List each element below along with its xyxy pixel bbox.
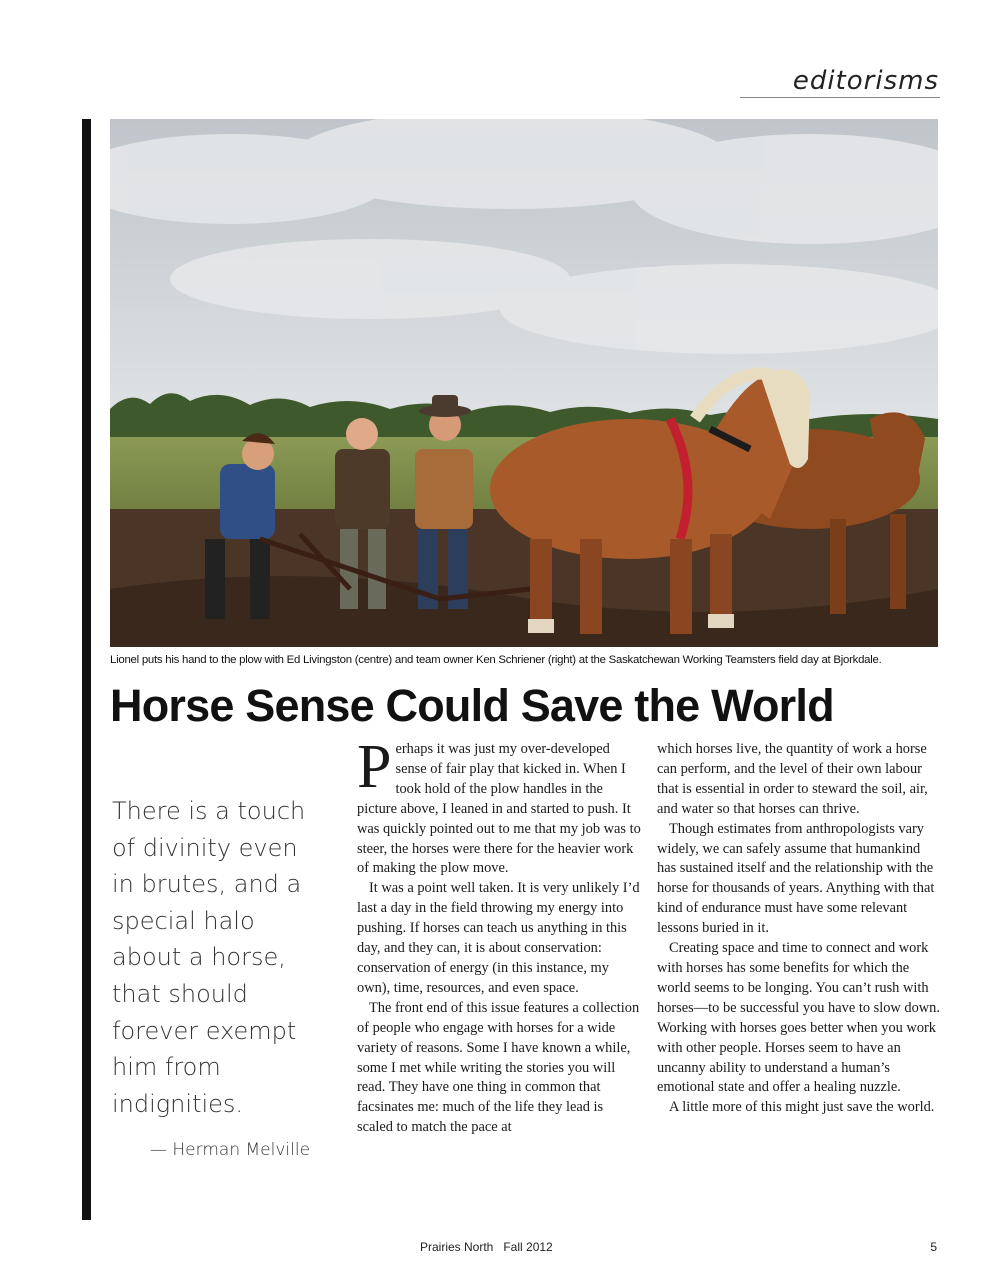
footer-magazine: Prairies North Fall 2012 — [420, 1240, 553, 1254]
article-column-1 — [357, 733, 641, 1138]
page-number: 5 — [930, 1240, 937, 1254]
section-tag: editorisms — [792, 66, 939, 96]
paragraph: The front end of this issue features a collection of people who engage with horses for a wide variety of reasons. Some I have known a while, some I met while writing the stories you will read. They have one thing in common that facsinates me: much of the life they lead is scaled to match the pace at — [357, 999, 640, 1136]
paragraph-text: erhaps it was just my over-developed sense of fair play that kicked in. When I took hold of the plow handles in the picture above, I leaned in and started to push. It was quickly pointed out to me that my job was to steer, the horses were there for the heavier work of making the plow move. — [357, 741, 641, 877]
paragraph: It was a point well taken. It is very unlikely I’d last a day in the field throwing my energy into pushing. If horses can teach us anything in this day, and they can, it is about conservation: conservation of energy (in this instance, my own), time, resources, and even space. — [357, 880, 640, 996]
paragraph: Creating space and time to connect and work with horses has some benefits for which the world seems to be longing. You can’t rush with horses—to be successful you have to slow down. Working with horses goes better when you work with other people. Horses seem to have an uncanny ability to understand a human’s emotional state and offer a healing nuzzle. — [657, 940, 940, 1096]
photo-caption: Lionel puts his hand to the plow with Ed Livingston (centre) and team owner Ken Schriener (right) at the Saskatchewan Working Teamsters field day at Bjorkdale. — [110, 654, 882, 666]
paragraph: which horses live, the quantity of work a horse can perform, and the level of their own labour that is essential in order to steward the soil, air, and water so that horses can thrive. — [657, 741, 928, 817]
section-rule — [740, 97, 940, 98]
left-accent-bar — [82, 119, 91, 1220]
pull-quote: There is a touch of divinity even in brutes, and a special halo about a horse, that should forever exempt him from indignities. — [112, 797, 306, 1118]
article-photo — [110, 119, 938, 647]
paragraph: A little more of this might just save the world. — [669, 1099, 935, 1116]
drop-cap: P — [357, 733, 392, 801]
article-headline: Horse Sense Could Save the World — [110, 680, 834, 731]
paragraph: Though estimates from anthropologists vary widely, we can safely assume that humankind has sustained itself and the relationship with the horse for thousands of years. Anything with that kind of endurance must have some relevant lessons buried in it. — [657, 820, 935, 937]
paragraph — [357, 733, 641, 879]
photo-illustration — [110, 119, 938, 647]
article-column-2 — [657, 740, 941, 1118]
quote-attribution: — Herman Melville — [150, 1140, 311, 1160]
